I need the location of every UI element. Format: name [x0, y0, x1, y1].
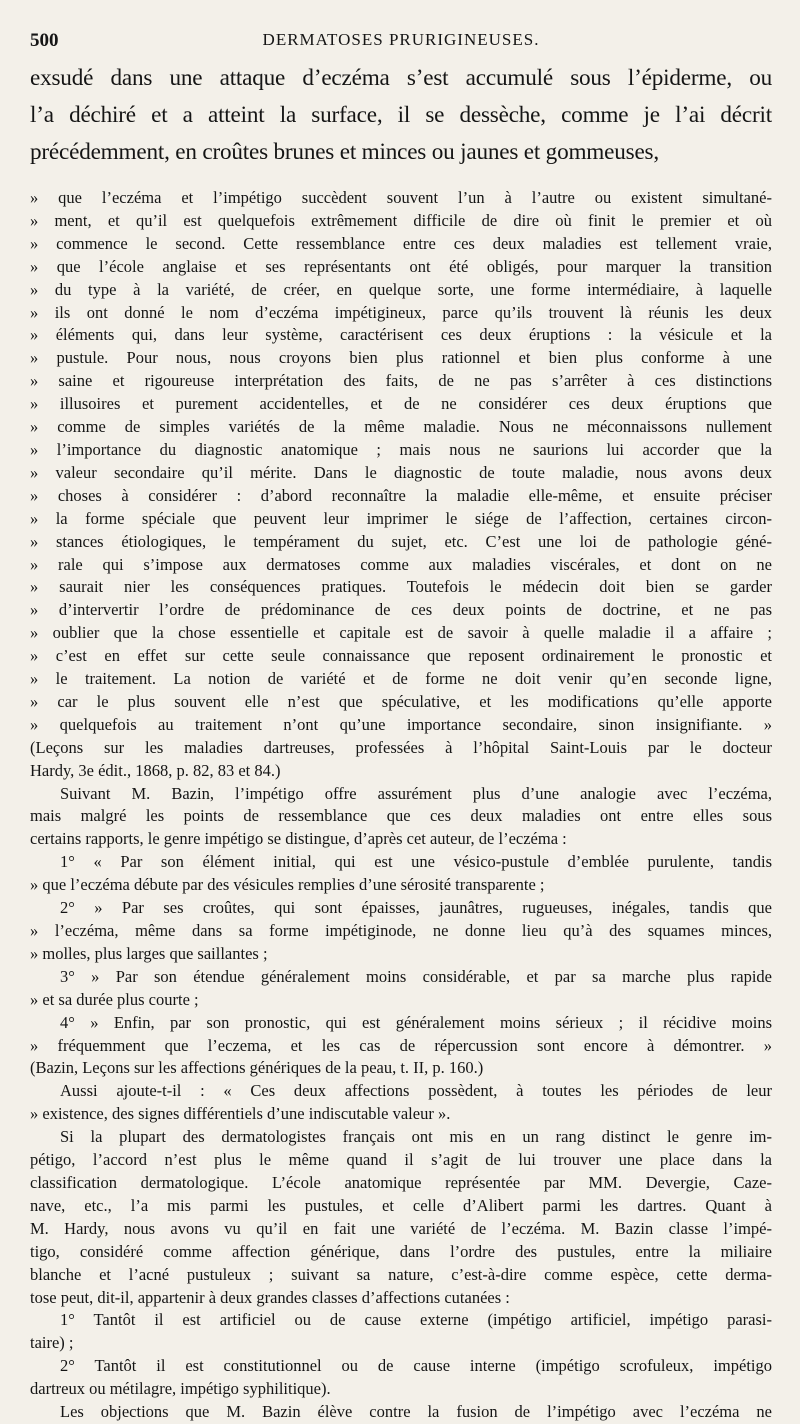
text-line: mais malgré les points de ressemblance que ces deux maladies ont entre elles sous	[30, 806, 772, 826]
text-line: dartreux ou métilagre, impétigo syphilitique).	[30, 1379, 331, 1399]
text-line: » l’eczéma, même dans sa forme impétiginode, ne donne lieu qu’à des squames minces,	[30, 921, 772, 940]
text-line: » car le plus souvent elle n’est que spéculative, et les modifications qu’elle apporte	[30, 691, 772, 711]
text-line: » le traitement. La notion de variété et de forme ne doit venir qu’en seconde ligne,	[30, 669, 772, 689]
text-line: Aussi ajoute-t-il : « Ces deux affections possèdent, à toutes les périodes de leur	[60, 1081, 772, 1101]
text-line: » et sa durée plus courte ;	[30, 989, 199, 1009]
page-number: 500	[30, 30, 59, 51]
text-line: 1° « Par son élément initial, qui est une vésico-pustule d’emblée purulente, tandis	[60, 852, 772, 872]
text-line: » rale qui s’impose aux dermatoses comme aux maladies viscérales, et dont on ne	[30, 554, 772, 574]
text-line: » fréquemment que l’eczema, et les cas de répercussion sont encore à démontrer. »	[30, 1035, 772, 1055]
text-line: pétigo, l’accord n’est plus le même quand il s’agit de lui trouver une place dans la	[30, 1150, 772, 1170]
text-line: tose peut, dit-il, appartenir à deux grandes classes d’affections cutanées :	[30, 1287, 510, 1307]
page	[30, 28, 772, 1424]
running-title: DERMATOSES PRURIGINEUSES.	[262, 30, 540, 49]
text-line: » ment, et qu’il est quelquefois extrêmement difficile de dire où finit le premier et où	[30, 210, 772, 230]
text-line: Les objections que M. Bazin élève contre la fusion de l’impétigo avec l’eczéma ne	[60, 1402, 772, 1422]
text-line: » quelquefois au traitement n’ont qu’une importance secondaire, sinon insignifiante. »	[30, 714, 772, 734]
text-line: tigo, considéré comme affection générique, dans l’ordre des pustules, entre la miliaire	[30, 1241, 772, 1261]
text-line: » ils ont donné le nom d’eczéma impétigineux, parce qu’ils trouvent là réunis les deux	[30, 302, 772, 322]
text-line: 2° Tantôt il est constitutionnel ou de cause interne (impétigo scrofuleux, impétigo	[60, 1356, 772, 1376]
text-line: 3° » Par son étendue généralement moins considérable, et par sa marche plus rapide	[60, 966, 772, 986]
lead-line: l’a déchiré et a atteint la surface, il se dessèche, comme je l’ai décrit	[30, 102, 772, 128]
text-line: classification dermatologique. L’école anatomique représentée par MM. Devergie, Caze-	[30, 1172, 772, 1192]
text-line: nave, etc., l’a mis parmi les pustules, et celle d’Alibert parmi les dartres. Quant à	[30, 1195, 772, 1215]
text-line: » la forme spéciale que peuvent leur imprimer le siége de l’affection, certaines circon-	[30, 508, 772, 528]
text-line: » molles, plus larges que saillantes ;	[30, 943, 268, 963]
text-line: » l’importance du diagnostic anatomique ; mais nous ne saurions lui accorder que la	[30, 439, 772, 459]
text-line: 2° » Par ses croûtes, qui sont épaisses, jaunâtres, rugueuses, inégales, tandis que	[60, 898, 772, 918]
text-line: » pustule. Pour nous, nous croyons bien plus rationnel et bien plus conforme à une	[30, 348, 772, 368]
lead-line: précédemment, en croûtes brunes et minces ou jaunes et gommeuses,	[30, 139, 659, 165]
text-line: (Leçons sur les maladies dartreuses, professées à l’hôpital Saint-Louis par le docteur	[30, 737, 772, 757]
text-line: Suivant M. Bazin, l’impétigo offre assurément plus d’une analogie avec l’eczéma,	[60, 783, 772, 803]
text-line: taire) ;	[30, 1333, 74, 1353]
lead-paragraph	[30, 60, 772, 171]
text-line: » valeur secondaire qu’il mérite. Dans le diagnostic de toute maladie, nous avons deux	[30, 462, 772, 482]
text-line: Hardy, 3e édit., 1868, p. 82, 83 et 84.)	[30, 760, 281, 780]
text-line: » c’est en effet sur cette seule connaissance que reposent ordinairement le pronostic et	[30, 646, 772, 666]
text-line: » illusoires et purement accidentelles, et de ne considérer ces deux éruptions que	[30, 394, 772, 414]
text-line: » d’intervertir l’ordre de prédominance de ces deux points de doctrine, et ne pas	[30, 600, 772, 620]
text-line: » que l’école anglaise et ses représentants ont été obligés, pour marquer la transition	[30, 256, 772, 276]
text-line: Si la plupart des dermatologistes français ont mis en un rang distinct le genre im-	[60, 1127, 772, 1147]
text-line: » du type à la variété, de créer, en quelque sorte, une forme intermédiaire, à laquelle	[30, 279, 772, 299]
text-line: » que l’eczéma et l’impétigo succèdent souvent l’un à l’autre ou existent simultané-	[30, 188, 772, 207]
text-line: » existence, des signes différentiels d’une indiscutable valeur ».	[30, 1104, 451, 1124]
text-line: certains rapports, le genre impétigo se distingue, d’après cet auteur, de l’eczéma :	[30, 829, 567, 849]
text-line: » saine et rigoureuse interprétation des faits, de ne pas s’arrêter à ces distinctions	[30, 371, 772, 391]
text-line: (Bazin, Leçons sur les affections génériques de la peau, t. II, p. 160.)	[30, 1058, 484, 1078]
text-line: » stances étiologiques, le tempérament du sujet, etc. C’est une loi de pathologie géné-	[30, 531, 772, 551]
text-line: » choses à considérer : d’abord reconnaître la maladie elle-même, et ensuite préciser	[30, 485, 772, 505]
text-line: » oublier que la chose essentielle et capitale est de savoir à quelle maladie il a affaire ;	[30, 623, 772, 643]
text-line: 4° » Enfin, par son pronostic, qui est généralement moins sérieux ; il récidive moins	[60, 1012, 772, 1032]
body-text	[30, 187, 772, 1424]
text-line: 1° Tantôt il est artificiel ou de cause externe (impétigo artificiel, impétigo parasi-	[60, 1310, 772, 1330]
page-header	[30, 28, 772, 58]
text-line: blanche et l’acné pustuleux ; suivant sa nature, c’est-à-dire comme espèce, cette derma-	[30, 1264, 772, 1284]
text-line: » éléments qui, dans leur système, caractérisent ces deux éruptions : la vésicule et la	[30, 325, 772, 345]
text-line: » saurait nier les conséquences pratiques. Toutefois le médecin doit bien se garder	[30, 577, 772, 597]
text-line: M. Hardy, nous avons vu qu’il en fait une variété de l’eczéma. M. Bazin classe l’impé-	[30, 1218, 772, 1238]
text-line: » commence le second. Cette ressemblance entre ces deux maladies est tellement vraie,	[30, 233, 772, 253]
text-line: » comme de simples variétés de la même maladie. Nous ne méconnaissons nullement	[30, 417, 772, 437]
lead-line: exsudé dans une attaque d’eczéma s’est accumulé sous l’épiderme, ou	[30, 65, 772, 91]
text-line: » que l’eczéma débute par des vésicules remplies d’une sérosité transparente ;	[30, 875, 545, 895]
